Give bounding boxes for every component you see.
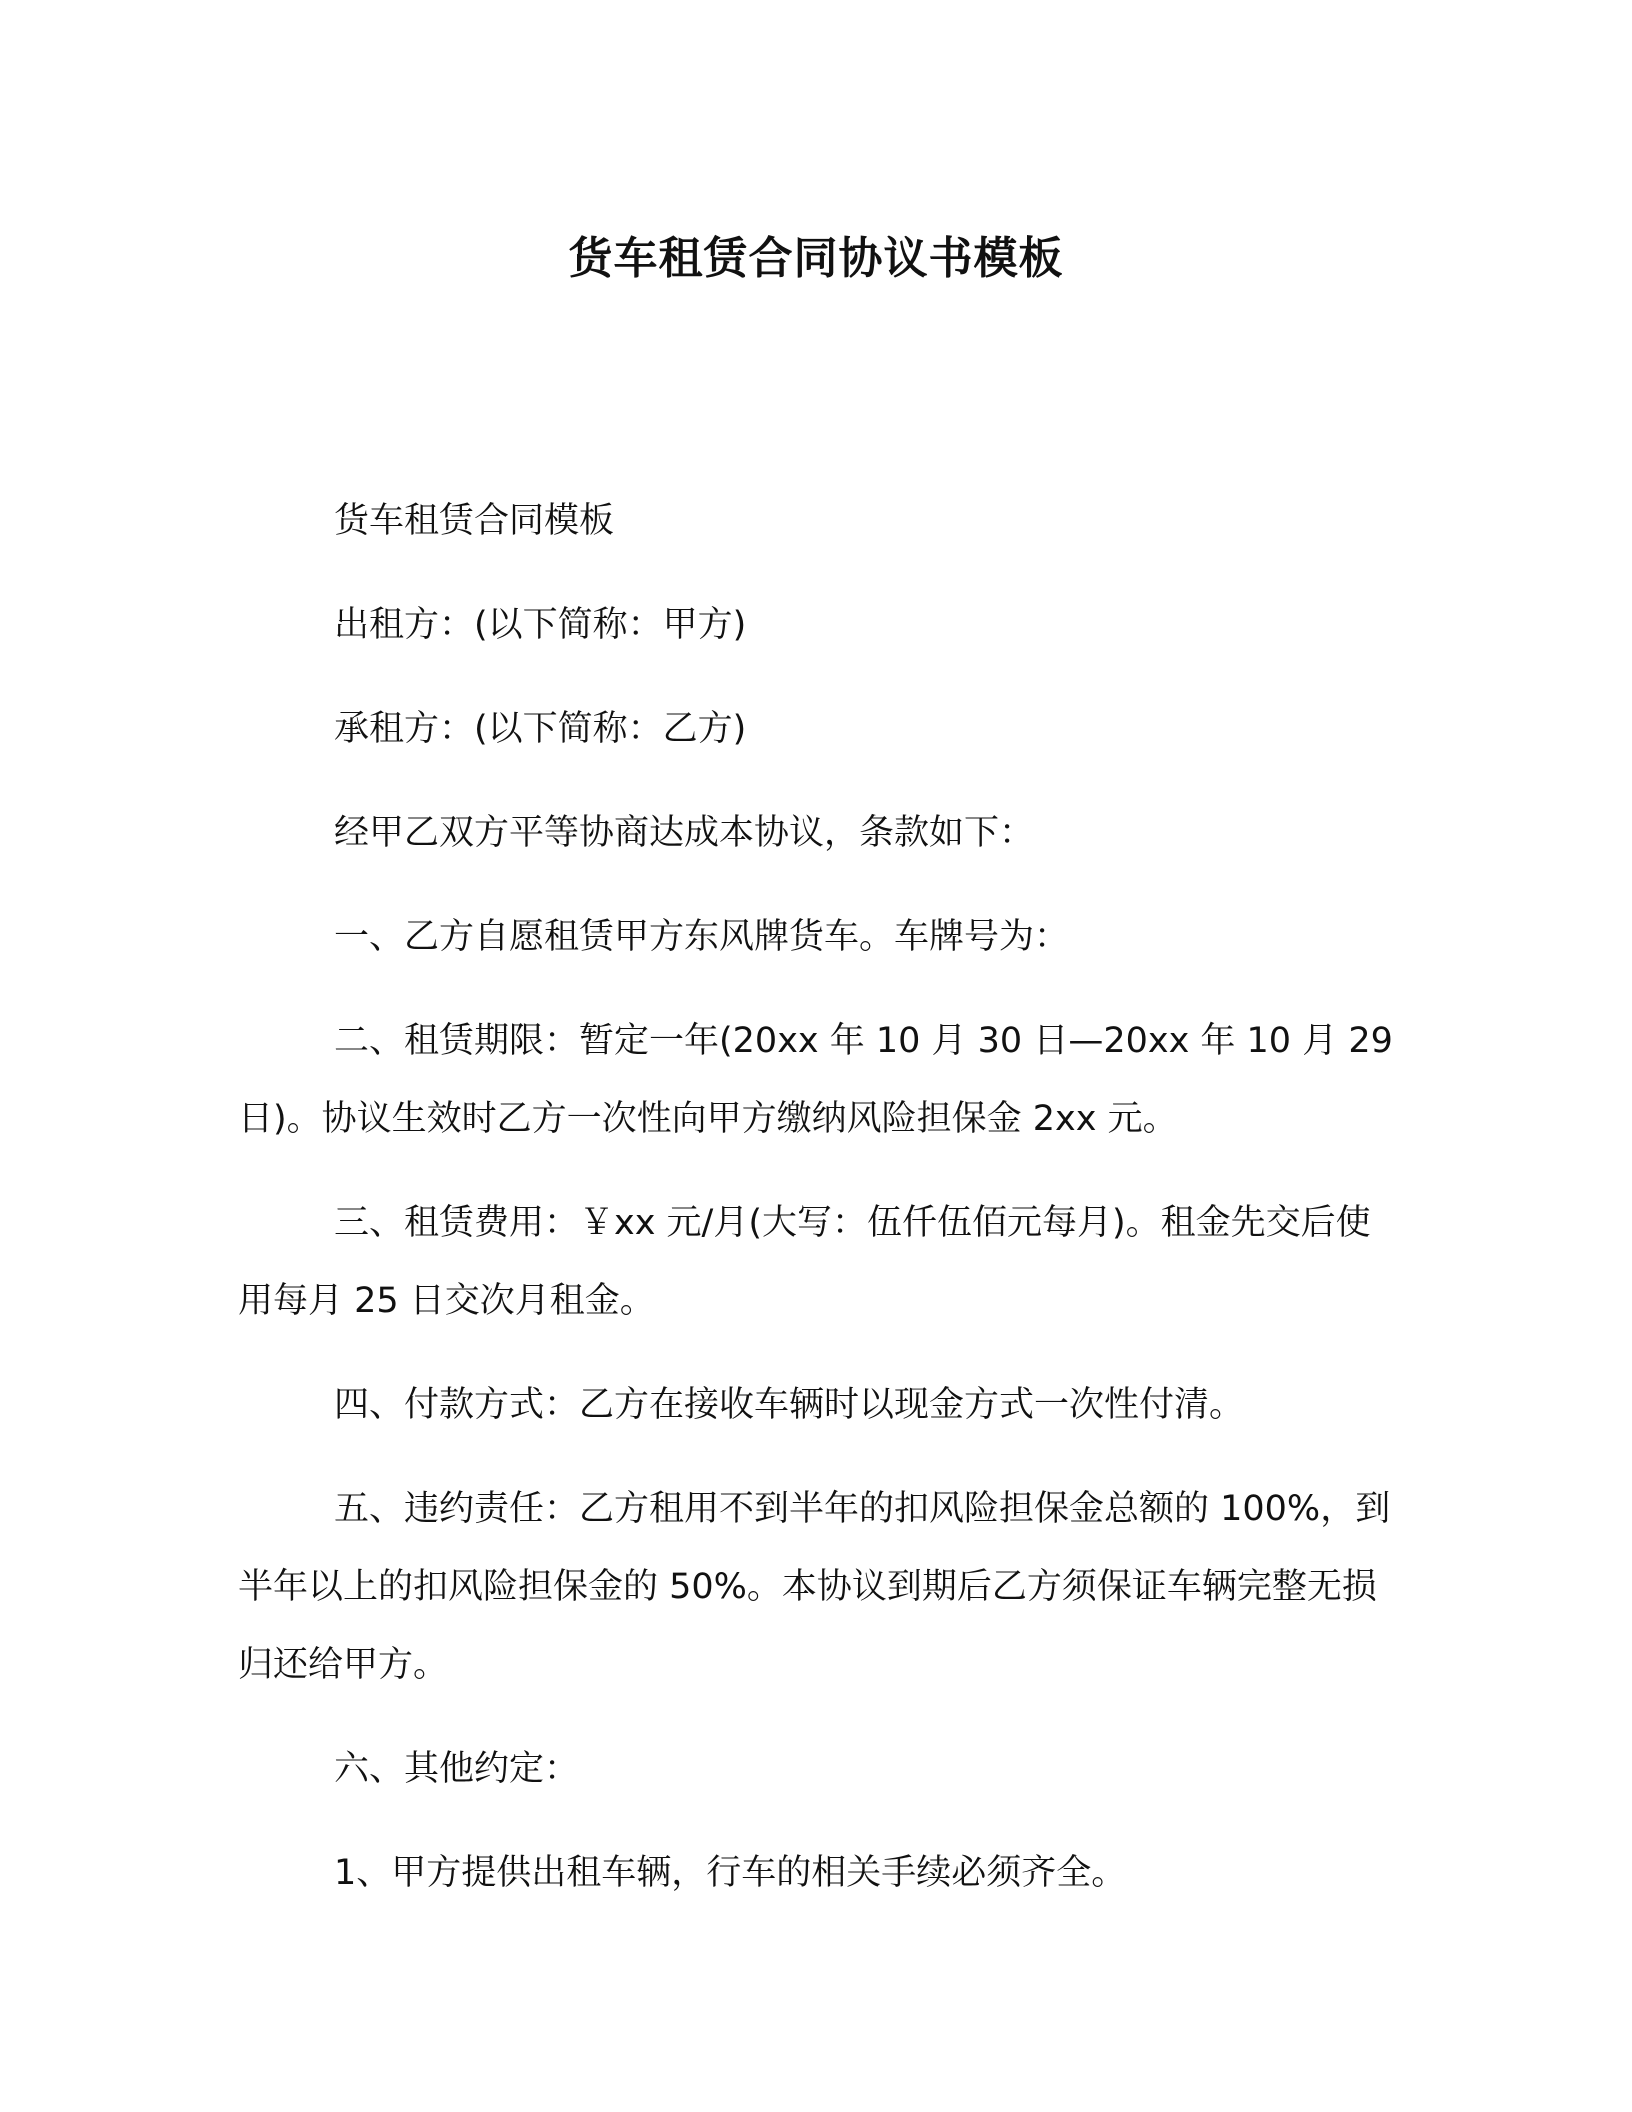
paragraph-clause-1: 一、乙方自愿租赁甲方东风牌货车。车牌号为： (334, 917, 1070, 957)
paragraph-clause-3: 三、租赁费用：￥xx 元/月(大写：伍仟伍佰元每月)。租金先交后使用每月 25 日交次月租金。 (238, 1203, 1371, 1321)
paragraph-clause-5: 五、违约责任：乙方租用不到半年的扣风险担保金总额的 100%，到半年以上的扣风险担保金的 50%。本协议到期后乙方须保证车辆完整无损归还给甲方。 (238, 1489, 1391, 1685)
paragraph-clause-4: 四、付款方式：乙方在接收车辆时以现金方式一次性付清。 (334, 1385, 1245, 1425)
paragraph-preamble: 经甲乙双方平等协商达成本协议，条款如下： (334, 813, 1035, 853)
paragraph-lessee: 承租方：(以下简称：乙方) (334, 709, 747, 749)
paragraph-subtitle: 货车租赁合同模板 (334, 501, 615, 541)
paragraph-clause-2: 二、租赁期限：暂定一年(20xx 年 10 月 30 日—20xx 年 10 月 29 日)。协议生效时乙方一次性向甲方缴纳风险担保金 2xx 元。 (238, 1021, 1393, 1139)
document-title: 货车租赁合同协议书模板 (568, 233, 1064, 284)
paragraph-clause-6: 六、其他约定： (334, 1749, 580, 1789)
paragraph-clause-6-1: 1、甲方提供出租车辆，行车的相关手续必须齐全。 (334, 1853, 1127, 1893)
paragraph-lessor: 出租方：(以下简称：甲方) (334, 605, 747, 645)
